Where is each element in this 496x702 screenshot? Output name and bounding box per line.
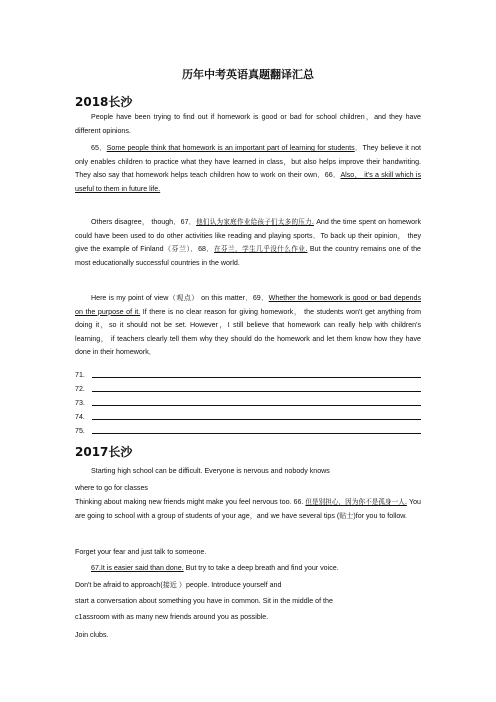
- text-line: Join clubs.: [75, 631, 109, 639]
- question-66-2017-underlined: 但是别担心，因为你不是孤身一人.: [305, 498, 407, 506]
- paragraph-thinking-text-b: You are going to school with a group of students of your age，and we have several tips (贴士)for you to follow.: [75, 498, 421, 520]
- question-65-underlined: Some people think that homework is an important part of learning for students: [106, 144, 355, 152]
- answer-line-72[interactable]: [75, 381, 421, 393]
- question-68-underlined: 在芬兰，学生几乎没什么作业.: [213, 245, 308, 254]
- text-line: Forget your fear and just talk to someone.: [75, 548, 207, 556]
- text-line-67: [91, 564, 339, 572]
- paragraph-3-text-a: Others disagree， though．67．: [91, 218, 197, 226]
- paragraph-2: [75, 142, 421, 196]
- text-line: Starting high school can be difficult. Everyone is nervous and nobody knows: [91, 467, 330, 475]
- paragraph-3-text-c: But the country remains one of the most educationally successful countries in the world.: [75, 245, 421, 267]
- question-69-underlined: Whether the homework is good or bad depends on the purpose of it.: [75, 294, 421, 316]
- text-line: Don't be afraid to approach(接近 ）people. Introduce yourself and: [75, 581, 282, 589]
- answer-line-74[interactable]: [75, 409, 421, 421]
- answer-underline: [92, 405, 421, 406]
- paragraph-3: [75, 216, 421, 270]
- paragraph-4-text-b: If there is no clear reason for giving homework， the students won't get anything from doing it，so it should not be set. However，I still believe that homework can really help with children's learning， if teachers clearly tell them why they should do the homework and let them know how they have done in their homework．: [75, 307, 421, 357]
- paragraph-4-text-a: Here is my point of view（观点） on this matter．69．: [91, 294, 269, 302]
- answer-number: 74.: [75, 413, 85, 421]
- paragraph-4: [75, 292, 421, 360]
- answer-underline: [92, 391, 421, 392]
- question-65-number: 65．: [91, 144, 107, 152]
- paragraph-1: [75, 111, 421, 138]
- question-67-2017-underlined: 67.It is easier said than done.: [91, 564, 184, 572]
- question-66-underlined: Also， it's a skill which is useful to them in future life.: [75, 171, 421, 193]
- answer-line-71[interactable]: [75, 367, 421, 379]
- answer-line-73[interactable]: [75, 395, 421, 407]
- answer-number: 75.: [75, 427, 85, 435]
- section-heading-2018: 2018长沙: [75, 95, 133, 109]
- text-line-67-rest: But try to take a deep breath and find your voice.: [183, 564, 339, 572]
- paragraph-3-text-b: And the time spent on homework could have been used to do other activities like reading and playing sports．To back up their opinion， they give the example of Finland（芬兰）．68．: [75, 218, 421, 254]
- answer-underline: [92, 377, 421, 378]
- answer-number: 73.: [75, 399, 85, 407]
- text-line: c1assroom with as many new friends around you as possible.: [75, 613, 269, 621]
- text-line: where to go for classes: [75, 484, 148, 492]
- paragraph-1-text: People have been trying to find out if homework is good or bad for school children，and they have different opinions.: [75, 113, 421, 135]
- answer-underline: [92, 433, 421, 434]
- paragraph-2-text: ．They believe it not only enables children to practice what they have learned in class，but also helps improve their handwriting. They also say that homework helps teach children how to work on their own．66．: [75, 144, 421, 180]
- paragraph-thinking-text-a: Thinking about making new friends might make you feel nervous too. 66.: [75, 498, 306, 506]
- answer-number: 71.: [75, 371, 85, 379]
- text-line: start a conversation about something you have in common. Sit in the middle of the: [75, 597, 333, 605]
- paragraph-thinking: [75, 496, 421, 523]
- answer-number: 72.: [75, 385, 85, 393]
- answer-line-75[interactable]: [75, 423, 421, 435]
- answer-underline: [92, 419, 421, 420]
- document-title: 历年中考英语真题翻译汇总: [182, 68, 314, 81]
- section-heading-2017: 2017长沙: [75, 445, 133, 459]
- question-67-underlined: 他们认为家庭作业给孩子们太多的压力.: [196, 218, 314, 226]
